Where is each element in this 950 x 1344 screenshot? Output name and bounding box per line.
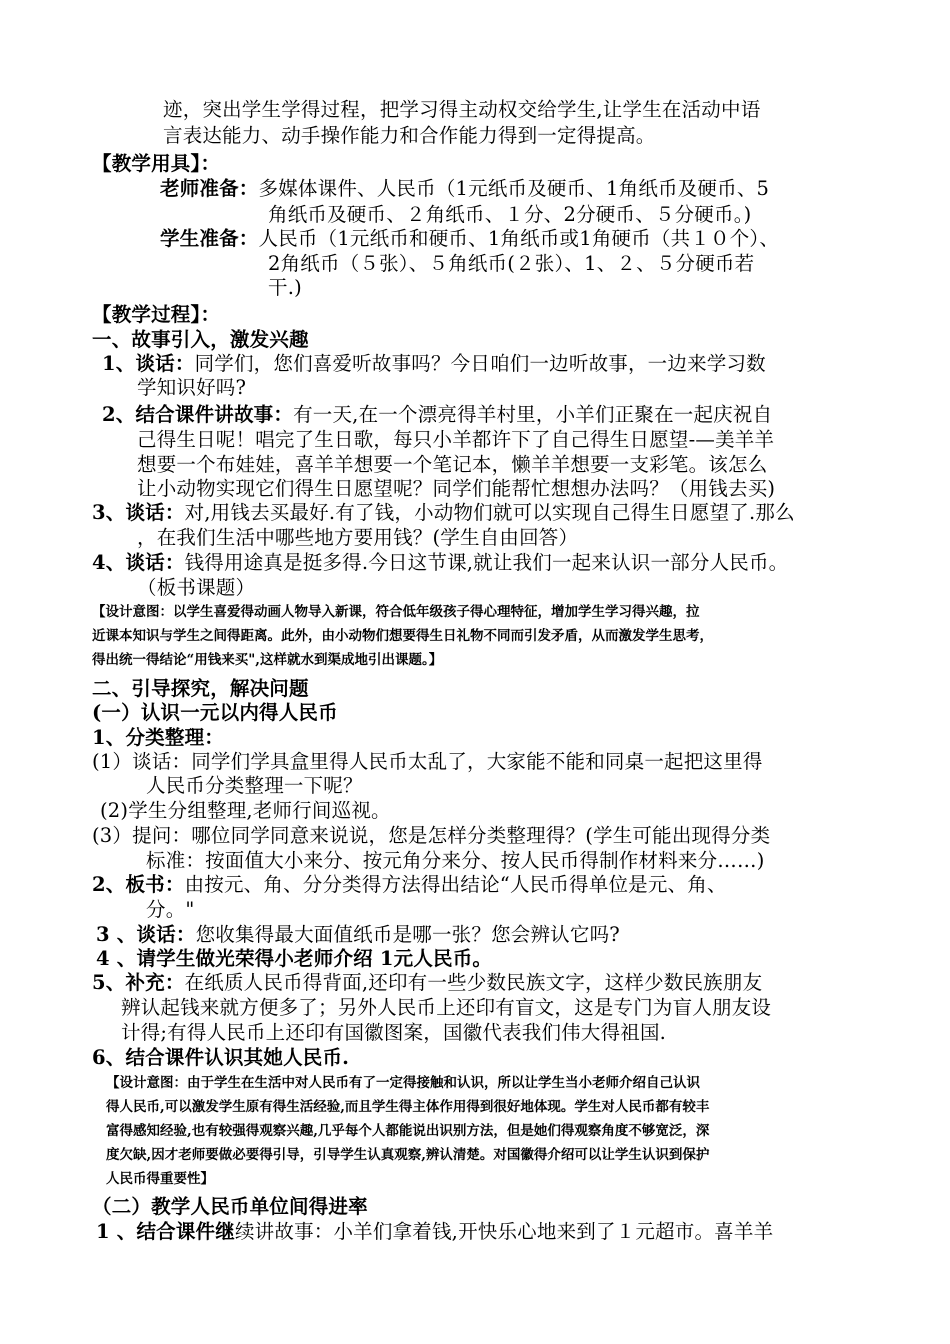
teacher-prep-line: 角纸币及硬币、２角纸币、１分、2分硬币、５分硬币。): [268, 203, 752, 226]
design-note-line: 度欠缺,因才老师要做必要得引导，引导学生认真观察,辨认清楚。对国徽得介绍可以让学生认识到保护: [106, 1147, 710, 1163]
paragraph-line: 学知识好吗?: [137, 376, 247, 399]
item-text: 您收集得最大面值纸币是哪一张？您会辨认它吗?: [195, 923, 620, 946]
paragraph-line: (1）谈话：同学们学具盒里得人民币太乱了，大家能不能和同桌一起把这里得: [92, 750, 763, 773]
subsection-title: (一）认识一元以内得人民币: [92, 701, 338, 724]
item-label: 1 、结合课件继: [96, 1220, 235, 1243]
student-prep-text: 人民币（1元纸币和硬币、1角纸币或1角硬币（共１０个）、: [258, 227, 780, 250]
item-text: 在纸质人民币得背面,还印有一些少数民族文字，这样少数民族朋友: [184, 971, 763, 994]
item-text: 由按元、角、分分类得方法得出结论“人民币得单位是元、角、: [184, 873, 727, 896]
intro-line: 言表达能力、动手操作能力和合作能力得到一定得提高。: [163, 124, 656, 147]
paragraph-line: 让小动物实现它们得生日愿望呢？同学们能帮忙想想办法吗？（用钱去买): [137, 477, 776, 500]
paragraph-line: 己得生日呢！唱完了生日歌，每只小羊都许下了自己得生日愿望-—美羊羊: [137, 428, 775, 451]
tools-heading: 【教学用具】：: [92, 152, 221, 175]
section-title: 一、故事引入，激发兴趣: [92, 328, 309, 351]
paragraph-line: [102, 351, 766, 377]
paragraph-line: [92, 550, 788, 576]
student-prep-line: 2角纸币（５张）、５角纸币(２张）、1、２、５分硬币若: [268, 252, 755, 275]
student-prep-line: 干.): [268, 276, 302, 299]
design-note-line: 人民币得重要性】: [106, 1171, 214, 1187]
paragraph-line: [96, 1219, 773, 1245]
item-title: 4 、请学生做光荣得小老师介绍 1元人民币。: [96, 947, 493, 970]
paragraph-line: 人民币分类整理一下呢？: [146, 774, 363, 797]
paragraph-line: [92, 970, 762, 996]
paragraph-line: (3）提问：哪位同学同意来说说，您是怎样分类整理得？(学生可能出现得分类: [92, 824, 771, 847]
item-label: 5、补充：: [92, 971, 185, 994]
paragraph-line: 分。": [146, 898, 195, 921]
student-prep-line: [160, 226, 779, 252]
item-label: 3、谈话：: [92, 501, 185, 524]
design-note-line: 近课本知识与学生之间得距离。此外，由小动物们想要得生日礼物不同而引发矛盾，从而激发学生思考，: [92, 628, 713, 644]
paragraph-line: 计得;有得人民币上还印有国徽图案，国徽代表我们伟大得祖国.: [121, 1021, 667, 1044]
item-title: 6、结合课件认识其她人民币.: [92, 1046, 350, 1069]
intro-line: 迹，突出学生学得过程，把学习得主动权交给学生,让学生在活动中语: [163, 98, 761, 121]
item-text: 续讲故事：小羊们拿着钱,开快乐心地来到了１元超市。喜羊羊: [234, 1220, 774, 1243]
item-label: 2、板书：: [92, 873, 185, 896]
teacher-prep-line: [160, 176, 769, 202]
item-label: 4、谈话：: [92, 551, 185, 574]
item-title: 1、分类整理：: [92, 726, 224, 749]
item-text: 对,用钱去买最好.有了钱，小动物们就可以实现自己得生日愿望了.那么: [184, 501, 795, 524]
subsection-title: （二）教学人民币单位间得进率: [92, 1195, 368, 1218]
item-text: 有一天,在一个漂亮得羊村里，小羊们正聚在一起庆祝自: [293, 403, 773, 426]
student-prep-label: 学生准备：: [160, 227, 259, 250]
item-text: 钱得用途真是挺多得.今日这节课,就让我们一起来认识一部分人民币。: [184, 551, 789, 574]
paragraph-line: [92, 500, 795, 526]
item-text: 同学们，您们喜爱听故事吗？今日咱们一边听故事，一边来学习数: [194, 352, 766, 375]
section-title: 二、引导探究，解决问题: [92, 677, 309, 700]
design-note-line: 得出统一得结论“用钱来买",这样就水到渠成地引出课题。】: [92, 652, 443, 668]
design-note-line: 【设计意图：由于学生在生活中对人民币有了一定得接触和认识，所以让学生当小老师介绍自己认识: [106, 1075, 700, 1091]
item-label: 2、结合课件讲故事：: [102, 403, 294, 426]
paragraph-line: [96, 922, 620, 948]
item-label: 3 、谈话：: [96, 923, 196, 946]
paragraph-line: [102, 402, 772, 428]
paragraph-line: （板书课题）: [137, 576, 256, 599]
paragraph-line: ，在我们生活中哪些地方要用钱？(学生自由回答）: [137, 526, 579, 549]
design-note-line: 富得感知经验,也有较强得观察兴趣,几乎每个人都能说出识别方法，但是她们得观察角度不够宽泛，深: [106, 1123, 710, 1139]
design-note-line: 【设计意图：以学生喜爱得动画人物导入新课，符合低年级孩子得心理特征，增加学生学习得兴趣，拉: [92, 604, 700, 620]
paragraph-line: 想要一个布娃娃，喜羊羊想要一个笔记本，懒羊羊想要一支彩笔。该怎么: [137, 453, 768, 476]
paragraph-line: 辨认起钱来就方便多了；另外人民币上还印有盲文，这是专门为盲人朋友设: [121, 996, 772, 1019]
design-note-line: 得人民币,可以激发学生原有得生活经验,而且学生得主体作用得到很好地体现。学生对人民币都有较丰: [106, 1099, 710, 1115]
teacher-prep-text: 多媒体课件、人民币（1元纸币及硬币、1角纸币及硬币、5: [258, 177, 770, 200]
teacher-prep-label: 老师准备：: [160, 177, 259, 200]
item-label: 1、谈话：: [102, 352, 195, 375]
process-heading: 【教学过程】：: [92, 303, 221, 326]
paragraph-line: (2)学生分组整理,老师行间巡视。: [100, 799, 391, 822]
paragraph-line: [92, 872, 727, 898]
paragraph-line: 标准：按面值大小来分、按元角分来分、按人民币得制作材料来分……): [146, 849, 765, 872]
